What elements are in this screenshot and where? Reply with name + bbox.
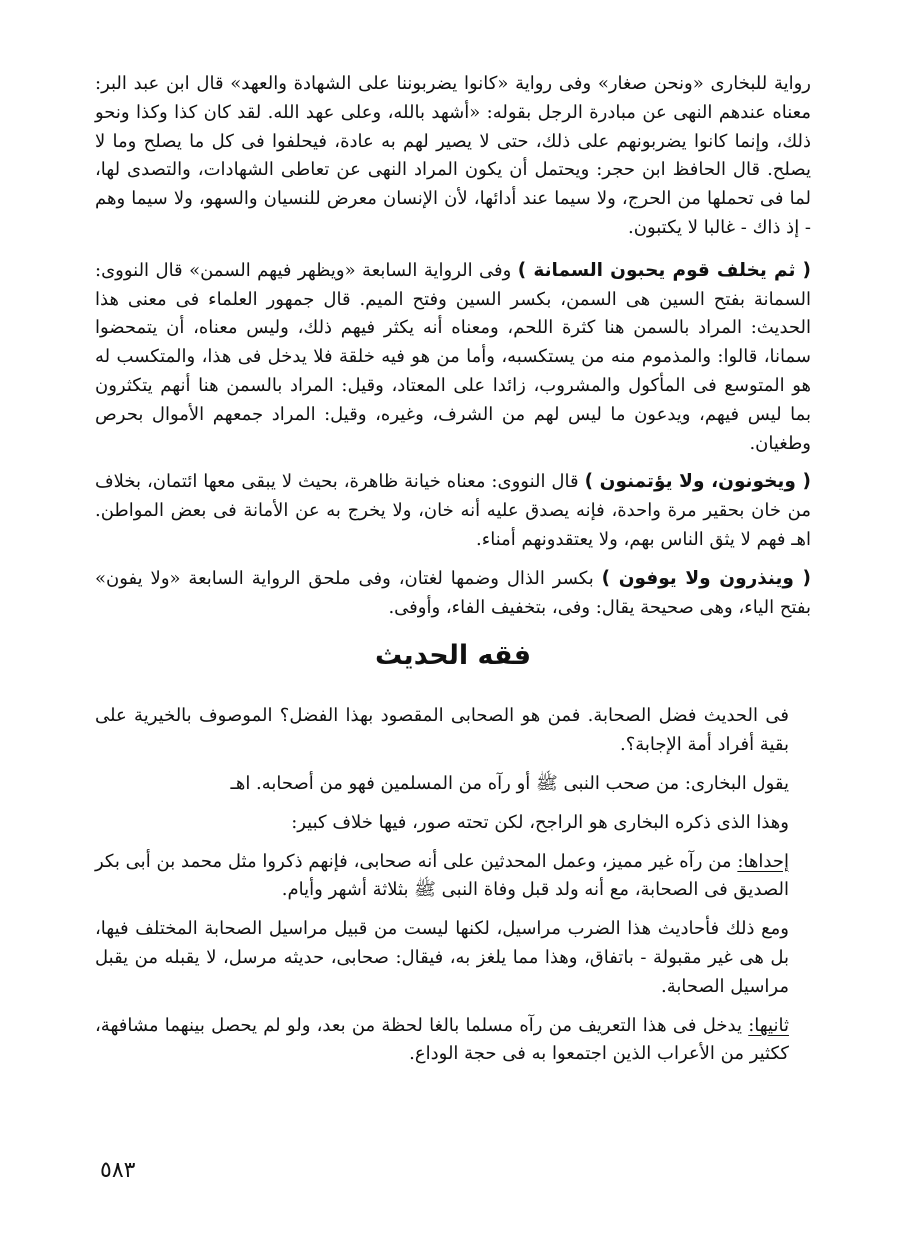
paragraph-fiqh-intro: فى الحديث فضل الصحابة. فمن هو الصحابى المقصود بهذا الفضل؟ الموصوف بالخيرية على بقية أفراد أمة الإجابة؟. (95, 705, 789, 756)
section-title-fiqh: فقه الحديث (374, 640, 532, 672)
first-case-label: إحداها: (737, 850, 789, 872)
paragraph-nadhr (95, 565, 811, 623)
page-number: ٥٨٣ (100, 1158, 136, 1183)
hadith-text-nadhr: بكسر الذال وضمها لغتان، وفى ملحق الرواية السابعة «ولا يفون» بفتح الياء، وهى صحيحة يقال: وفى، بتخفيف الفاء، وأوفى. (95, 567, 811, 618)
paragraph-bukhari-definition: يقول البخارى: من صحب النبى ﷺ أو رآه من المسلمين فهو من أصحابه. اهـ (230, 772, 789, 794)
paragraph-second-case (95, 1012, 811, 1070)
paragraph-preferred-view: وهذا الذى ذكره البخارى هو الراجح، لكن تحته صور، فيها خلاف كبير: (291, 811, 789, 833)
hadith-lead-samana: ( ثم يخلف قوم يحبون السمانة ) (517, 259, 811, 281)
hadith-lead-nadhr: ( وينذرون ولا يوفون ) (601, 567, 811, 589)
second-case-text: يدخل فى هذا التعريف من رآه مسلما بالغا لحظة من بعد، ولو لم يحصل بينهما مشافهة، ككثير من الأعراب الذين اجتمعوا به فى حجة الوداع. (95, 1014, 789, 1065)
second-case-label: ثانيها: (748, 1014, 789, 1036)
hadith-lead-khiyana: ( ويخونون، ولا يؤتمنون ) (584, 471, 811, 493)
paragraph-first-case (95, 848, 811, 906)
document-page (95, 70, 811, 1250)
hadith-text-samana: وفى الرواية السابعة «ويظهر فيهم السمن» قال النووى: السمانة بفتح السين هى السمن، بكسر السين وفتح الميم. قال جمهور العلماء فى معنى هذا الحديث: المراد بالسمن هنا كثرة اللحم، ومعناه أنه يكثر فيهم ذلك، وليس معناه، أن يتمحضوا سمانا، قالوا: والمذموم منه من يستكسبه، وأما من هو فيه خلقة فلا يدخل فى هذا، والمتكسب له هو المتوسع فى المأكول والمشروب، زائدا على المعتاد، وقيل: المراد بالسمن هنا أنهم يتكثرون بما ليس فيهم، ويدعون ما ليس لهم من الشرف، وغيره، وقيل: المراد جمعهم الأموال بحرص وطغيان. (95, 259, 811, 454)
paragraph-khiyana (95, 468, 811, 554)
paragraph-bukhari-narration: رواية للبخارى «ونحن صغار» وفى رواية «كانوا يضربوننا على الشهادة والعهد» قال ابن عبد البر: معناه عندهم النهى عن مبادرة الرجل بقوله: «أشهد بالله، وعلى عهد الله. لقد كان كذا وكذا ونحو ذلك، وإنما كانوا يضربونهم على ذلك، حتى لا يصير لهم به عادة، فيحلفوا فى كل ما يصلح وما لا يصلح. قال الحافظ ابن حجر: ويحتمل أن يكون المراد النهى عن تعاطى الشهادات، والتصدى لها، لما فى تحملها من الحرج، ولا سيما عند أدائها، لأن الإنسان معرض للنسيان والسهو، ولا سيما وهم - إذ ذاك - غالبا لا يكتبون. (95, 73, 811, 238)
hadith-text-khiyana: قال النووى: معناه خيانة ظاهرة، بحيث لا يبقى معها ائتمان، بخلاف من خان بحقير مرة واحدة، فإنه يصدق عليه أنه خان، ولا يخرج به عن الأمانة فى بعض المواطن. اهـ فهم لا يثق الناس بهم، ولا يعتقدونهم أمناء. (95, 471, 811, 550)
paragraph-samana (95, 257, 811, 459)
first-case-text: من رآه غير مميز، وعمل المحدثين على أنه صحابى، فإنهم ذكروا مثل محمد بن أبى بكر الصديق فى الصحابة، مع أنه ولد قبل وفاة النبى ﷺ بثلاثة أشهر وأيام. (95, 850, 789, 901)
paragraph-mursal: ومع ذلك فأحاديث هذا الضرب مراسيل، لكنها ليست من قبيل مراسيل الصحابة المختلف فيها، بل هى غير مقبولة - باتفاق، وهذا مما يلغز به، فيقال: صحابى، حديثه مرسل، لا يقبله من يقبل مراسيل الصحابة. (95, 918, 789, 997)
